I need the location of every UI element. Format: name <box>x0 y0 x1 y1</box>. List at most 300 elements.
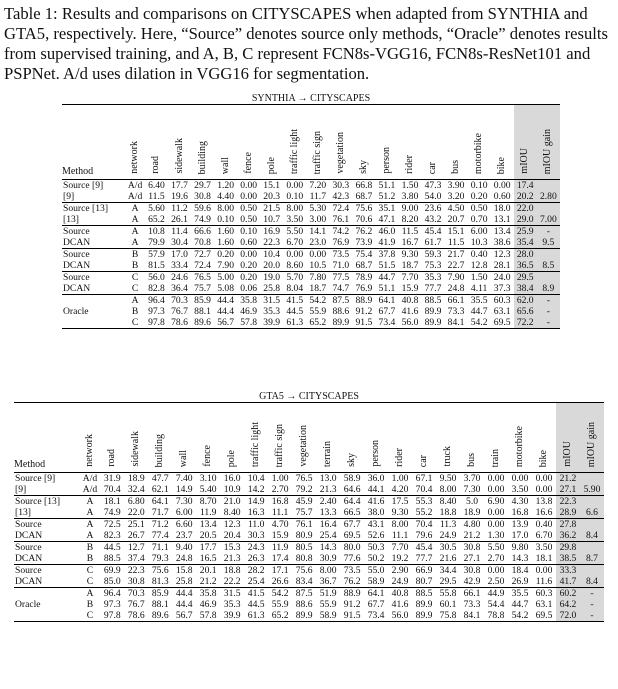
value-cell: 36.2 <box>556 530 580 542</box>
value-cell: 56.0 <box>145 272 168 284</box>
value-cell: 18.8 <box>439 507 457 518</box>
value-cell: 64.1 <box>364 588 388 600</box>
value-cell: 21.0 <box>220 496 244 508</box>
value-cell: 22.7 <box>447 260 465 271</box>
value-cell: 30.8 <box>460 542 484 554</box>
table-row <box>14 542 604 554</box>
value-cell: 36.4 <box>171 283 188 294</box>
value-cell: B <box>125 249 145 261</box>
value-cell: 4.40 <box>217 191 234 202</box>
column-header <box>172 403 196 473</box>
value-cell: 73.4 <box>375 317 398 329</box>
value-cell: 7.80 <box>306 272 329 284</box>
value-cell: 46.9 <box>199 599 217 610</box>
value-cell: 3.50 <box>532 542 556 554</box>
method-cell: DCAN <box>15 530 43 541</box>
table-row <box>62 283 560 295</box>
value-cell: 44.4 <box>217 306 234 317</box>
value-cell: 51.2 <box>378 191 396 202</box>
table-row <box>14 599 604 610</box>
value-cell: 75.6 <box>148 565 172 577</box>
value-cell: 55.9 <box>319 599 337 610</box>
value-cell: 39.9 <box>260 317 283 329</box>
value-cell: 1.00 <box>271 473 289 484</box>
value-cell: 33.3 <box>556 565 580 577</box>
column-header-label: train <box>490 448 501 467</box>
value-cell: 0.10 <box>217 214 234 225</box>
value-cell: 9.40 <box>172 542 196 554</box>
value-cell: 15.1 <box>263 180 281 191</box>
value-cell: B <box>86 553 94 564</box>
value-cell: 17.1 <box>268 565 292 577</box>
value-cell: 55.3 <box>412 496 436 508</box>
value-cell: 24.3 <box>244 542 268 554</box>
value-cell: 27.8 <box>556 519 580 531</box>
value-cell: 37.4 <box>127 553 145 564</box>
value-cell: 59.3 <box>422 249 445 261</box>
value-cell: 0.00 <box>532 565 556 577</box>
value-cell: 9.30 <box>391 507 409 518</box>
value-cell: 44.5 <box>247 599 265 610</box>
value-cell: 33.4 <box>171 260 188 271</box>
value-cell: 54.2 <box>468 317 491 329</box>
value-cell: 26.3 <box>247 553 265 564</box>
table-row <box>14 496 604 508</box>
method-cell: Source [9] <box>15 473 56 484</box>
value-cell: 64.1 <box>148 496 172 508</box>
column-header-label: mIOU <box>519 148 531 174</box>
value-cell: 18.9 <box>127 473 145 484</box>
value-cell: 77.7 <box>424 283 442 294</box>
value-cell: 18.8 <box>220 565 244 577</box>
value-cell: 11.5 <box>447 237 465 248</box>
value-cell: 9.50 <box>439 473 457 484</box>
value-cell: 65.2 <box>306 317 329 329</box>
table-row <box>62 272 560 284</box>
table-row <box>62 260 560 272</box>
table-row <box>14 507 604 519</box>
column-header <box>352 105 375 180</box>
method-cell: Oracle <box>63 306 89 317</box>
value-cell: A <box>125 226 145 238</box>
value-cell: 3.80 <box>401 191 419 202</box>
value-cell: 73.5 <box>340 565 364 577</box>
value-cell: 5.60 <box>145 203 168 215</box>
value-cell: 44.5 <box>100 542 124 554</box>
value-cell: 13.3 <box>319 507 337 518</box>
method-cell <box>62 317 125 329</box>
value-cell: 72.5 <box>100 519 124 531</box>
column-header <box>124 403 148 473</box>
column-header-label: motorbike <box>473 132 485 174</box>
value-cell: 76.7 <box>127 599 145 610</box>
value-cell: 26.7 <box>127 530 145 541</box>
column-header-label: car <box>427 161 439 174</box>
value-cell <box>537 203 560 215</box>
value-cell: 2.70 <box>487 553 505 564</box>
column-header-label: traffic light <box>288 128 300 174</box>
value-cell: 44.7 <box>511 599 529 610</box>
value-cell: 0.00 <box>240 180 258 191</box>
table-caption: Table 1: Results and comparisons on CITYSCAPES when adapted from SYNTHIA and GTA5, respectively. Here, “Source” denotes source only methods, “Oracle” denotes results from supervised training, and A, B, C represent FCN8s-VGG16, FCN8s-ResNet101 and PSPNet. A/d uses dilation in VGG16 for segmentation. <box>4 4 608 83</box>
value-cell: 10.8 <box>145 226 168 238</box>
value-cell: A <box>125 203 145 215</box>
column-header-label: truck <box>442 446 454 467</box>
column-header <box>556 403 580 473</box>
table-title-row <box>14 390 604 403</box>
value-cell: 32.4 <box>127 484 145 495</box>
value-cell: - <box>580 610 604 622</box>
value-cell: A/d <box>127 191 143 202</box>
value-cell: 28.9 <box>556 507 580 519</box>
value-cell: 22.2 <box>223 576 241 587</box>
value-cell: 54.4 <box>487 599 505 610</box>
value-cell: 18.9 <box>463 507 481 518</box>
table-row <box>62 214 560 226</box>
value-cell: 9.30 <box>398 249 421 261</box>
value-cell: 44.5 <box>286 306 304 317</box>
value-cell: 56.0 <box>388 610 412 622</box>
column-header-label: sky <box>357 160 369 174</box>
value-cell: 8.5 <box>537 260 560 272</box>
value-cell: 14.3 <box>316 542 340 554</box>
value-cell: 21.3 <box>223 553 241 564</box>
value-cell: 89.6 <box>191 317 214 329</box>
value-cell: 23.7 <box>175 530 193 541</box>
value-cell: 74.9 <box>103 507 121 518</box>
value-cell: 3.10 <box>199 473 217 484</box>
value-cell <box>580 473 604 485</box>
value-cell: 5.00 <box>214 272 237 284</box>
value-cell: 20.4 <box>223 530 241 541</box>
column-header-label: building <box>196 140 208 174</box>
value-cell: 16.3 <box>247 507 265 518</box>
value-cell: C <box>86 576 94 587</box>
value-cell: 59.6 <box>191 203 214 215</box>
value-cell: 55.0 <box>364 565 388 577</box>
value-cell <box>580 542 604 554</box>
value-cell: 76.1 <box>332 214 350 225</box>
value-cell: 73.3 <box>447 306 465 317</box>
column-header-row <box>14 403 604 473</box>
value-cell: 65.6 <box>514 306 537 317</box>
value-cell: 25.4 <box>319 530 337 541</box>
table-row <box>62 203 560 215</box>
value-cell: 79.2 <box>295 484 313 495</box>
value-cell: 85.9 <box>191 295 214 307</box>
method-cell <box>14 610 80 622</box>
method-cell: Source <box>62 226 125 238</box>
value-cell: 16.5 <box>199 553 217 564</box>
table-row <box>62 306 560 317</box>
column-header <box>145 105 168 180</box>
value-cell: 88.1 <box>194 306 211 317</box>
value-cell: 0.00 <box>487 473 505 484</box>
column-header <box>532 403 556 473</box>
value-cell: 97.8 <box>145 317 168 329</box>
value-cell: 13.4 <box>491 226 514 238</box>
value-cell: 66.8 <box>355 180 373 191</box>
value-cell: 7.30 <box>463 484 481 495</box>
value-cell: 28.0 <box>514 249 537 261</box>
value-cell: 16.9 <box>260 226 283 238</box>
value-cell: 0.00 <box>487 484 505 495</box>
value-cell: A <box>86 507 94 518</box>
value-cell: 6.70 <box>535 530 553 541</box>
value-cell: 24.8 <box>175 553 193 564</box>
value-cell: 70.4 <box>103 484 121 495</box>
value-cell: C <box>125 272 145 284</box>
value-cell: 1.30 <box>487 530 505 541</box>
value-cell: 18.1 <box>535 553 553 564</box>
value-cell: 60.3 <box>532 588 556 600</box>
value-cell: 35.5 <box>508 588 532 600</box>
value-cell: 75.7 <box>194 283 211 294</box>
value-cell: 61.7 <box>424 237 442 248</box>
value-cell: 19.0 <box>260 272 283 284</box>
value-cell: 77.6 <box>343 553 361 564</box>
value-cell: C <box>125 317 145 329</box>
value-cell: 0.00 <box>286 180 304 191</box>
value-cell: 64.2 <box>556 599 580 610</box>
value-cell: A/d <box>82 484 98 495</box>
value-cell: 36.7 <box>319 576 337 587</box>
gta5-results-table <box>14 390 604 622</box>
value-cell: 66.1 <box>460 588 484 600</box>
value-cell: 3.50 <box>286 214 304 225</box>
value-cell: 91.2 <box>355 306 373 317</box>
column-header <box>214 105 237 180</box>
column-header <box>220 403 244 473</box>
value-cell: 71.1 <box>148 542 172 554</box>
value-cell: 44.9 <box>484 588 508 600</box>
value-cell: 44.4 <box>172 588 196 600</box>
value-cell: 17.0 <box>168 249 191 261</box>
value-cell: 91.5 <box>340 610 364 622</box>
value-cell: 4.11 <box>470 283 488 294</box>
value-cell: 63.1 <box>493 306 511 317</box>
table-title: SYNTHIA → CITYSCAPES <box>251 92 371 104</box>
value-cell: 70.4 <box>415 484 433 495</box>
column-header-label: motorbike <box>513 425 525 467</box>
value-cell: 7.90 <box>445 272 468 284</box>
value-cell: 12.7 <box>124 542 148 554</box>
value-cell: 8.00 <box>283 203 306 215</box>
value-cell: 11.9 <box>199 507 217 518</box>
column-header-label: fence <box>202 445 214 467</box>
value-cell: A <box>131 214 139 225</box>
value-cell: 0.00 <box>535 473 553 484</box>
value-cell: 7.40 <box>175 473 193 484</box>
value-cell: 25.1 <box>124 519 148 531</box>
value-cell: 47.7 <box>151 473 169 484</box>
column-header <box>375 105 398 180</box>
table-row <box>62 226 560 238</box>
column-header-label: sky <box>346 453 358 467</box>
value-cell: 23.6 <box>422 203 445 215</box>
value-cell: 72.4 <box>194 260 211 271</box>
column-header <box>292 403 316 473</box>
value-cell: 72.2 <box>514 317 537 329</box>
value-cell: 0.00 <box>283 249 306 261</box>
column-header-label: person <box>370 440 382 467</box>
value-cell: 88.6 <box>295 599 313 610</box>
value-cell: 51.9 <box>316 588 340 600</box>
value-cell: 67.7 <box>367 599 385 610</box>
value-cell: 56.0 <box>398 317 421 329</box>
value-cell: 15.9 <box>271 530 289 541</box>
value-cell: 5.90 <box>580 484 604 496</box>
column-header <box>148 403 172 473</box>
value-cell: 76.7 <box>171 306 188 317</box>
column-header <box>260 105 283 180</box>
value-cell: 70.6 <box>355 214 373 225</box>
value-cell: 12.8 <box>470 260 488 271</box>
value-cell: 85.9 <box>148 588 172 600</box>
column-header-label: network <box>129 141 141 174</box>
value-cell: 75.6 <box>292 565 316 577</box>
value-cell: 91.5 <box>352 317 375 329</box>
value-cell: 8.40 <box>436 496 460 508</box>
value-cell: 3.70 <box>463 473 481 484</box>
value-cell: 44.4 <box>214 295 237 307</box>
column-header <box>329 105 352 180</box>
value-cell: 0.20 <box>237 272 260 284</box>
value-cell: A <box>131 237 139 248</box>
value-cell: 11.1 <box>271 507 289 518</box>
value-cell: 80.8 <box>295 553 313 564</box>
value-cell: B <box>80 542 101 554</box>
value-cell: 47.3 <box>424 180 442 191</box>
value-cell: 18.1 <box>100 496 124 508</box>
value-cell: 76.2 <box>343 576 361 587</box>
value-cell: 8.4 <box>580 530 604 542</box>
value-cell: 42.3 <box>332 191 350 202</box>
value-cell: 41.9 <box>378 237 396 248</box>
value-cell: 0.00 <box>240 191 258 202</box>
column-header <box>244 403 268 473</box>
value-cell: 0.10 <box>470 180 488 191</box>
value-cell: 28.1 <box>493 260 511 271</box>
value-cell: 13.4 <box>196 519 220 531</box>
value-cell: 4.70 <box>268 519 292 531</box>
value-cell: 26.6 <box>271 576 289 587</box>
method-cell: DCAN <box>15 553 43 564</box>
value-cell: A/d <box>127 180 143 191</box>
value-cell: 84.1 <box>445 317 468 329</box>
value-cell: 21.7 <box>445 249 468 261</box>
value-cell: 20.5 <box>199 530 217 541</box>
value-cell: 58.9 <box>343 473 361 484</box>
synthia-results-table <box>62 92 560 329</box>
value-cell: 57.8 <box>237 317 260 329</box>
value-cell: 46.9 <box>240 306 258 317</box>
column-header-label: pole <box>226 449 238 467</box>
method-cell: Source [13] <box>62 203 125 215</box>
value-cell: - <box>580 588 604 600</box>
value-cell: 31.5 <box>260 295 283 307</box>
value-cell: 74.9 <box>194 214 211 225</box>
value-cell: 34.4 <box>436 565 460 577</box>
value-cell: 6.00 <box>468 226 491 238</box>
value-cell: 63.1 <box>535 599 553 610</box>
value-cell: 50.2 <box>367 553 385 564</box>
value-cell: 8.00 <box>439 484 457 495</box>
value-cell: 89.9 <box>415 599 433 610</box>
value-cell: 35.3 <box>223 599 241 610</box>
column-header-label: pole <box>265 156 277 174</box>
value-cell: 10.3 <box>470 237 488 248</box>
value-cell: 7.70 <box>388 542 412 554</box>
column-header <box>283 105 306 180</box>
column-header <box>422 105 445 180</box>
value-cell: 45.4 <box>412 542 436 554</box>
column-header <box>514 105 537 180</box>
value-cell: 5.0 <box>460 496 484 508</box>
value-cell: 46.0 <box>375 226 398 238</box>
value-cell: A <box>80 519 101 531</box>
column-header-label: network <box>83 434 95 467</box>
value-cell: 43.2 <box>424 214 442 225</box>
value-cell: 8.00 <box>214 203 237 215</box>
value-cell: 78.8 <box>484 610 508 622</box>
value-cell: 11.6 <box>535 576 553 587</box>
value-cell: 6.80 <box>124 496 148 508</box>
value-cell: 11.5 <box>148 191 165 202</box>
value-cell: 7.30 <box>172 496 196 508</box>
column-header-label: bike <box>496 156 508 174</box>
value-cell: 61.3 <box>244 610 268 622</box>
value-cell: 72.0 <box>556 610 580 622</box>
value-cell <box>580 565 604 577</box>
value-cell: 84.1 <box>460 610 484 622</box>
value-cell: - <box>537 295 560 307</box>
value-cell: B <box>131 260 139 271</box>
value-cell: 64.6 <box>343 484 361 495</box>
value-cell: 10.9 <box>223 484 241 495</box>
value-cell: 72.7 <box>191 249 214 261</box>
value-cell: 11.5 <box>398 226 421 238</box>
method-cell: [13] <box>15 507 31 518</box>
value-cell: 14.1 <box>306 226 329 238</box>
value-cell: 77.4 <box>151 530 169 541</box>
value-cell: 43.1 <box>364 519 388 531</box>
column-header <box>125 105 145 180</box>
value-cell: 96.4 <box>145 295 168 307</box>
value-cell: 6.70 <box>286 237 304 248</box>
value-cell: 12.3 <box>491 249 514 261</box>
value-cell: 62.0 <box>514 295 537 307</box>
value-cell: - <box>580 599 604 610</box>
value-cell: 17.4 <box>271 553 289 564</box>
method-cell: [9] <box>15 484 27 495</box>
value-cell: C <box>80 610 101 622</box>
value-cell: 24.0 <box>491 272 514 284</box>
value-cell: 25.9 <box>514 226 537 238</box>
value-cell: 44.7 <box>375 272 398 284</box>
value-cell: 17.0 <box>511 530 529 541</box>
value-cell: 9.00 <box>398 203 421 215</box>
value-cell: 24.9 <box>439 530 457 541</box>
value-cell: 38.5 <box>556 553 580 565</box>
value-cell: 44.7 <box>470 306 488 317</box>
value-cell: A/d <box>82 473 98 484</box>
value-cell: 87.5 <box>292 588 316 600</box>
value-cell: 45.9 <box>292 496 316 508</box>
value-cell: 97.8 <box>100 610 124 622</box>
value-cell: 73.4 <box>364 610 388 622</box>
value-cell: 21.6 <box>439 553 457 564</box>
